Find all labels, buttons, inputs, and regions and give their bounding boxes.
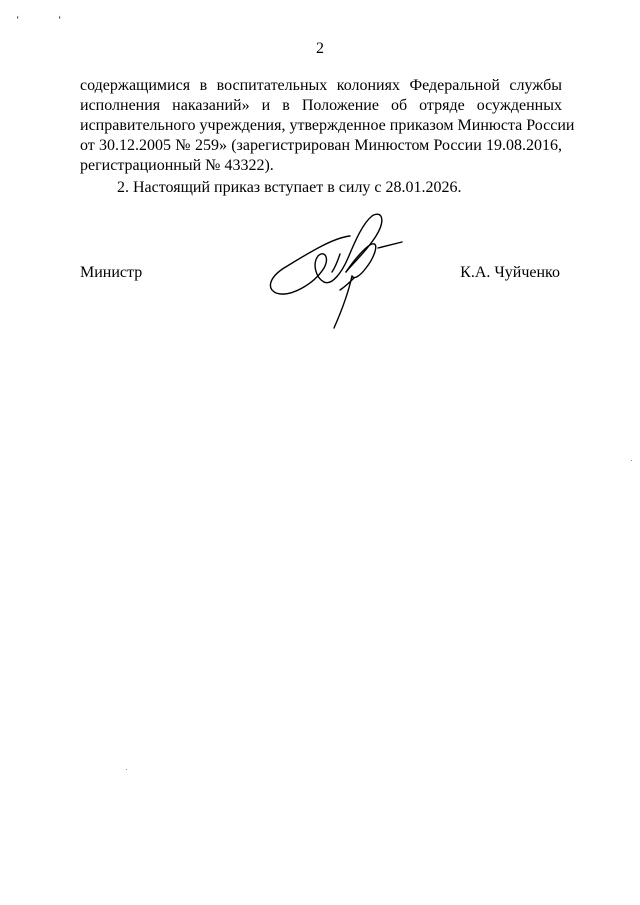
page-number: 2 <box>316 40 324 57</box>
scan-speck <box>631 460 632 461</box>
scan-mark: ʻ <box>16 15 20 26</box>
scan-speck <box>126 769 127 770</box>
handwritten-signature-icon <box>262 202 412 334</box>
scan-mark: ʻ <box>58 15 62 26</box>
signatory-name: К.А. Чуйченко <box>460 264 560 281</box>
text-line: исполнения наказаний» и в Положение об отряде осужденных <box>80 97 562 114</box>
text-line: исправительного учреждения, утвержденное приказом Минюста России <box>80 117 575 134</box>
paragraph-continuation <box>80 76 575 176</box>
paragraph-effective-date: 2. Настоящий приказ вступает в силу с 28.01.2026. <box>117 179 462 196</box>
signatory-role: Министр <box>80 264 143 281</box>
text-line: от 30.12.2005 № 259» (зарегистрирован Минюстом России 19.08.2016, <box>80 137 562 154</box>
text-line: содержащимися в воспитательных колониях Федеральной службы <box>80 77 562 94</box>
text-line: регистрационный № 43322). <box>80 157 274 174</box>
